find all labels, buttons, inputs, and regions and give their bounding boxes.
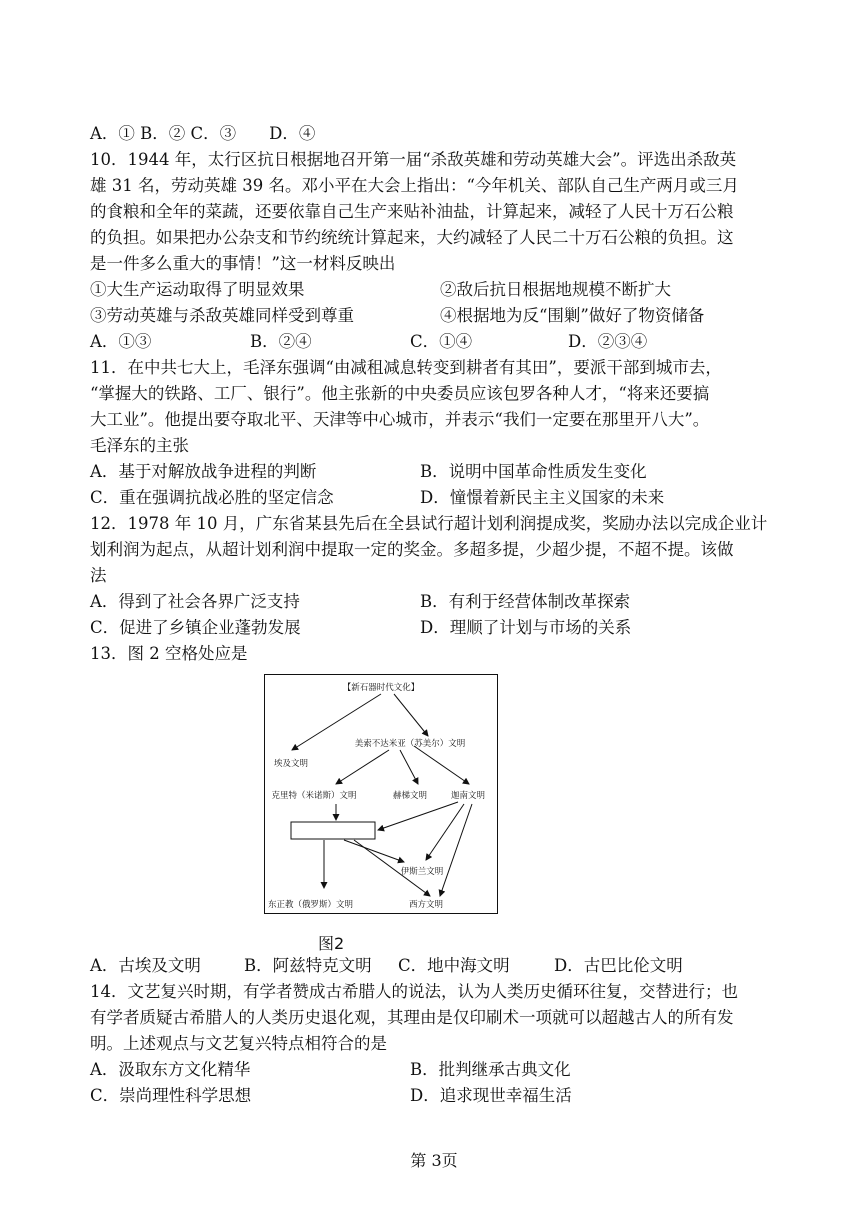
q14-option: C．崇尚理性科学思想 xyxy=(90,1086,252,1105)
q11-option: C．重在强调抗战必胜的坚定信念 xyxy=(90,488,334,507)
page-number: 第 3页 xyxy=(410,1151,458,1170)
node-levant: 迦南文明 xyxy=(450,791,486,801)
arrow-blank-islamic xyxy=(344,840,404,862)
q12-stem-line: 12．1978 年 10 月，广东省某县先后在全县试行超计划利润提成奖，奖励办法以完成企业计 xyxy=(90,514,768,533)
arrow-levant-western xyxy=(440,804,472,896)
q10-stem-line: 10．1944 年，太行区抗日根据地召开第一届“杀敌英雄和劳动英雄大会”。评选出杀敌英 xyxy=(90,150,737,169)
q11-option: B．说明中国革命性质发生变化 xyxy=(420,462,647,481)
q10-item: ①大生产运动取得了明显效果 xyxy=(90,280,305,299)
q14-option: A．汲取东方文化精华 xyxy=(90,1060,251,1079)
blank-box xyxy=(291,822,375,839)
arrow-meso-hittite xyxy=(400,750,418,784)
node-western: 西方文明 xyxy=(408,900,444,910)
arrow-neolithic-mesopotamia xyxy=(394,694,428,736)
q11-option: D．憧憬着新民主主义国家的未来 xyxy=(420,488,665,507)
q11-stem-line: 大工业”。他提出要夺取北平、天津等中心城市，并表示“我们一定要在那里开八大”。 xyxy=(90,410,710,429)
q12-option: B．有利于经营体制改革探索 xyxy=(420,592,631,611)
q11-stem-line: 毛泽东的主张 xyxy=(90,436,189,455)
q10-option: B．②④ xyxy=(250,332,312,351)
q12-stem-line: 划利润为起点，从超计划利润中提取一定的奖金。多超多提，少超少提，不超不提。该做 xyxy=(90,540,734,559)
q11-option: A．基于对解放战争进程的判断 xyxy=(90,462,317,481)
node-neolithic: 【新石器时代文化】 xyxy=(342,683,420,693)
q12-stem-line: 法 xyxy=(90,566,107,585)
q9-options: A．① B．② C．③ D．④ xyxy=(90,124,316,143)
q13-stem-line: 13．图 2 空格处应是 xyxy=(90,644,248,663)
node-crete: 克里特（米诺斯）文明 xyxy=(271,791,357,801)
q10-stem-line: 的负担。如果把办公杂支和节约统统计算起来，大约减轻了人民二十万石公粮的负担。这 xyxy=(90,228,734,247)
q14-stem-line: 有学者质疑古希腊人的人类历史退化观，其理由是仅印刷术一项就可以超越古人的所有发 xyxy=(90,1008,734,1027)
q10-item: ④根据地为反“围剿”做好了物资储备 xyxy=(440,306,705,325)
q10-item: ②敌后抗日根据地规模不断扩大 xyxy=(440,280,671,299)
q10-option: A．①③ xyxy=(90,332,152,351)
node-orthodox: 东正教（俄罗斯）文明 xyxy=(268,900,354,910)
q13-option: A．古埃及文明 xyxy=(90,956,201,975)
node-mesopotamia: 美索不达米亚（苏美尔）文明 xyxy=(354,739,466,749)
node-egypt: 埃及文明 xyxy=(274,759,309,769)
arrow-levant-blank xyxy=(378,802,458,830)
q10-option: D．②③④ xyxy=(568,332,648,351)
q13-option: D．古巴比伦文明 xyxy=(554,956,683,975)
q11-stem-line: “掌握大的铁路、工厂、银行”。他主张新的中央委员应该包罗各种人才，“将来还要搞 xyxy=(90,384,710,403)
q10-option: C．①④ xyxy=(410,332,473,351)
q10-item: ③劳动英雄与杀敌英雄同样受到尊重 xyxy=(90,306,354,325)
q14-option: B．批判继承古典文化 xyxy=(410,1060,571,1079)
q12-option: A．得到了社会各界广泛支持 xyxy=(90,592,300,611)
q14-stem-line: 明。上述观点与文艺复兴特点相符合的是 xyxy=(90,1034,387,1053)
arrow-meso-levant xyxy=(414,746,469,784)
q13-option: C．地中海文明 xyxy=(398,956,510,975)
node-hittite: 赫梯文明 xyxy=(392,791,428,801)
q13-option: B．阿兹特克文明 xyxy=(244,956,372,975)
figure-caption: 图2 xyxy=(318,934,345,953)
q14-stem-line: 14．文艺复兴时期，有学者赞成古希腊人的说法，认为人类历史循环往复，交替进行；也 xyxy=(90,982,738,1001)
node-islamic: 伊斯兰文明 xyxy=(400,867,444,877)
q10-stem-line: 的食粮和全年的菜蔬，还要依靠自己生产来贴补油盐，计算起来，减轻了人民十万石公粮 xyxy=(90,202,734,221)
q10-stem-line: 是一件多么重大的事情！”这一材料反映出 xyxy=(90,254,396,273)
arrow-meso-crete xyxy=(336,750,389,784)
arrow-levant-islamic xyxy=(426,804,464,860)
q11-stem-line: 11．在中共七大上，毛泽东强调“由减租减息转变到耕者有其田”，要派干部到城市去， xyxy=(90,358,722,377)
q12-option: C．促进了乡镇企业蓬勃发展 xyxy=(90,618,301,637)
q10-stem-line: 雄 31 名，劳动英雄 39 名。邓小平在大会上指出：“今年机关、部队自己生产两月或三月 xyxy=(90,176,739,195)
q12-option: D．理顺了计划与市场的关系 xyxy=(420,618,632,637)
civilization-diagram xyxy=(264,674,498,914)
q14-option: D．追求现世幸福生活 xyxy=(410,1086,572,1105)
